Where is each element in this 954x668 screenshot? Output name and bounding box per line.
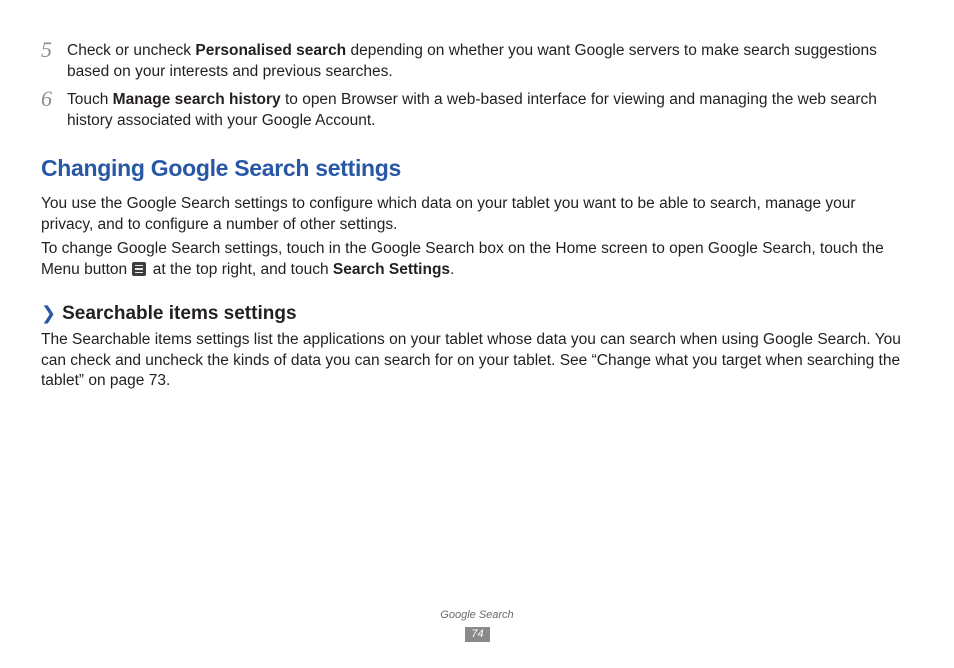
- step-number: 6: [41, 86, 52, 111]
- para2-post: .: [450, 260, 455, 278]
- step-text: [67, 40, 911, 82]
- page-number-badge: 74: [465, 627, 490, 642]
- para2-keyword: Search Settings: [332, 260, 451, 278]
- para2-mid: at the top right, and touch: [148, 260, 333, 278]
- step-keyword: Manage search history: [112, 91, 281, 108]
- step-keyword: Personalised search: [195, 42, 347, 59]
- subsection-title: [41, 303, 297, 325]
- section-paragraph-2: [41, 239, 911, 280]
- step-text-post: to open Browser with a web-based interface for viewing and managing the web search history associated with your Google Account.: [67, 91, 877, 129]
- step-text-post: depending on whether you want Google servers to make search suggestions based on your interests and previous searches.: [67, 42, 877, 80]
- step-text-pre: Touch: [67, 91, 113, 108]
- footer-chapter-label: Google Search: [440, 609, 514, 621]
- subsection-paragraph: The Searchable items settings list the applications on your tablet whose data you can search when using Google Search. You can check and uncheck the kinds of data you can search for on your tablet. See “Change what you target when searching the tablet” on page 73.: [41, 331, 901, 389]
- section-title: Changing Google Search settings: [41, 155, 402, 181]
- para2-pre: To change Google Search settings, touch in the Google Search box on the Home screen to open Google Search, touch the Menu button: [41, 240, 884, 278]
- chevron-right-icon: ❯: [41, 303, 57, 323]
- step-text-pre: Check or uncheck: [67, 42, 196, 59]
- menu-icon: [132, 262, 146, 276]
- section-paragraph-1: You use the Google Search settings to configure which data on your tablet you want to be able to search, manage your privacy, and to configure a number of other settings.: [41, 195, 856, 233]
- step-6: [41, 86, 911, 131]
- subsection-title-text: Searchable items settings: [62, 303, 297, 324]
- step-number: 5: [41, 37, 52, 62]
- step-text: [67, 89, 911, 131]
- step-5: [41, 37, 911, 82]
